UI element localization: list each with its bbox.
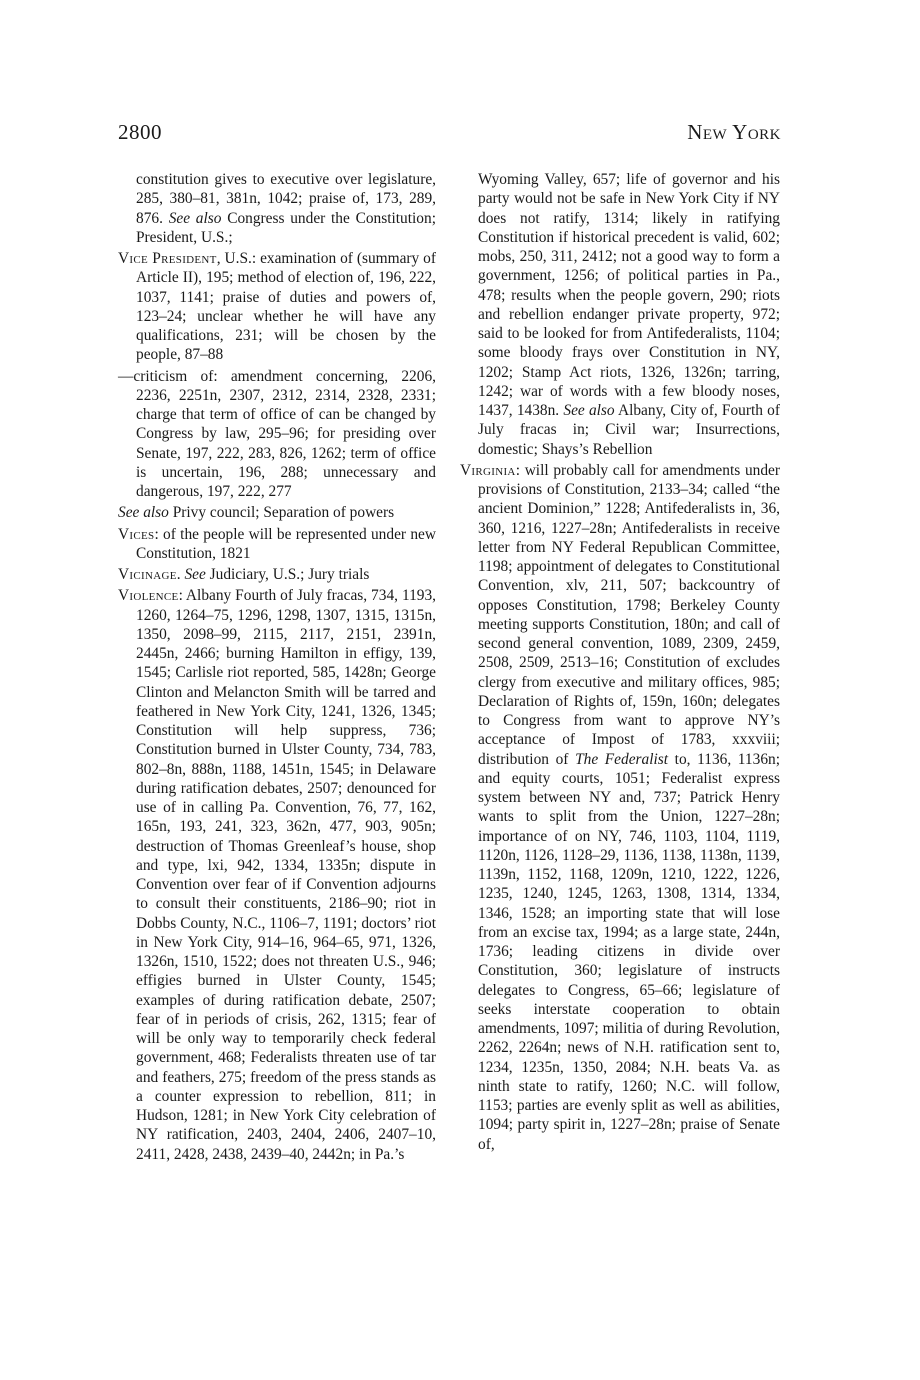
index-entry-continuation: constitution gives to executive over legislature, 285, 380–81, 381n, 1042; praise of, 173, 289, 876. See also Congress under the Constitution; President, U.S.; [136, 171, 436, 246]
index-column-left [118, 170, 436, 1166]
index-entry-violence-continued: Wyoming Valley, 657; life of governor and his party would not be safe in New York City if NY does not ratify, 1314; likely in ratifying Constitution if historical precedent is valid, 602; mobs, 250, 311, 2412; not a good way to form a government, 1256; of political parties in Pa., 478; results when the people govern, 290; riots and rebellion endanger private property, 972; said to be looked for from Antifederalists, 1104; some bloody frays over Constitution in NY, 1202; Stamp Act riots, 1326, 1326n; tarring, 1242; war of words with a few bloody noses, 1437, 1438n. See also Albany, City of, Fourth of July fracas in; Civil war; Insurrections, domestic; Shays’s Rebellion [478, 171, 780, 458]
index-column-right [460, 170, 780, 1156]
index-entry-violence: Violence: Albany Fourth of July fracas, 734, 1193, 1260, 1264–75, 1296, 1298, 1307, 1315, 1315n, 1350, 2098–99, 2115, 2117, 2151, 2391n, 2445n, 2466; burning Hamilton in effigy, 139, 1545; Carlisle riot reported, 585, 1428n; George Clinton and Melancton Smith will be tarred and feathered in New York City, 1241, 1326, 1345; Constitution will help suppress, 736; Constitution burned in Ulster County, 734, 783, 802–8n, 888n, 1188, 1451n, 1545; in Delaware during ratification debates, 2507; denounced for use of in calling Pa. Convention, 76, 77, 162, 165n, 193, 241, 323, 362n, 477, 903, 905n; destruction of Thomas Greenleaf’s house, shop and type, lxi, 942, 1334, 1335n; dispute in Convention over fear of if Convention adjourns to consult their constituents, 2186–90; riot in Dobbs County, N.C., 1106–7, 1191; doctors’ riot in New York City, 914–16, 964–65, 971, 1326, 1326n, 1510, 1522; does not threaten U.S., 946; effigies burned in Ulster County, 1545; examples of during ratification debate, 2507; fear of in periods of crisis, 262, 1315; fear of will be only way to temporarily check federal government, 468; Federalists threaten use of tar and feathers, 275; freedom of the press stands as a counter expression to rebellion, 811; in Hudson, 1281; in New York City celebration of NY ratification, 2403, 2404, 2406, 2407–10, 2411, 2428, 2438, 2439–40, 2442n; in Pa.’s [118, 587, 436, 1163]
index-entry-virginia: Virginia: will probably call for amendments under provisions of Constitution, 2133–34; called “the ancient Dominion,” 1228; Antifederalists in, 36, 360, 1216, 1227–28n; Antifederalists in receive letter from NY Federal Republican Committee, 1198; appointment of delegates to Constitutional Convention, xlv, 211, 507; backcountry of opposes Constitution, 1798; Berkeley County meeting supports Constitution, 180n; and call of second general convention, 1089, 2309, 2459, 2508, 2509, 2513–16; Constitution of excludes clergy from executive and military offices, 985; Declaration of Rights of, 159n, 160n; delegates to Congress from want to approve NY’s acceptance of Impost of 1783, xxxviii; distribution of The Federalist to, 1136, 1136n; and equity courts, 1051; Federalist express system between NY and, 737; Patrick Henry wants to split from the Union, 1227–28n; importance of on NY, 746, 1103, 1104, 1119, 1120n, 1126, 1128–29, 1136, 1138, 1138n, 1139, 1139n, 1152, 1168, 1209n, 1210, 1222, 1226, 1235, 1240, 1245, 1263, 1308, 1314, 1334, 1346, 1528; an importing state that will lose from an excise tax, 1994; as a large state, 244n, 1736; leading citizens in divide over Constitution, 360; legislature of instructs delegates to Congress, 65–66; legislature of seeks interstate cooperation to obtain amendments, 1097; militia of during Revolution, 2262, 2264n; news of N.H. ratification sent to, 1234, 1235n, 1350, 2084; N.H. beats Va. as ninth state to ratify, 1260; N.C. will follow, 1153; parties are evenly split as well as abilities, 1094; party spirit in, 1227–28n; praise of Senate of, [460, 461, 780, 1153]
index-entry-see-also: See also Privy council; Separation of powers [118, 504, 395, 522]
index-entry-vice-president: Vice President, U.S.: examination of (summary of Article II), 195; method of election of, 196, 222, 1037, 1141; praise of duties and powers of, 123–24; unclear whether he will have any qualifications, 231; will be chosen by the people, 87–88 [118, 250, 436, 364]
index-subentry-vp-criticism: —criticism of: amendment concerning, 2206, 2236, 2251n, 2307, 2312, 2314, 2328, 2331; charge that term of office of can be changed by Congress by law, 295–96; for presiding over Senate, 197, 222, 283, 826, 1262; term of office is uncertain, 196, 288; unnecessary and dangerous, 197, 222, 277 [118, 367, 436, 500]
running-head: New York [687, 120, 781, 144]
page-number: 2800 [118, 120, 162, 144]
index-entry-vices: Vices: of the people will be represented under new Constitution, 1821 [118, 525, 436, 562]
index-entry-vicinage: Vicinage. See Judiciary, U.S.; Jury trials [118, 566, 370, 583]
